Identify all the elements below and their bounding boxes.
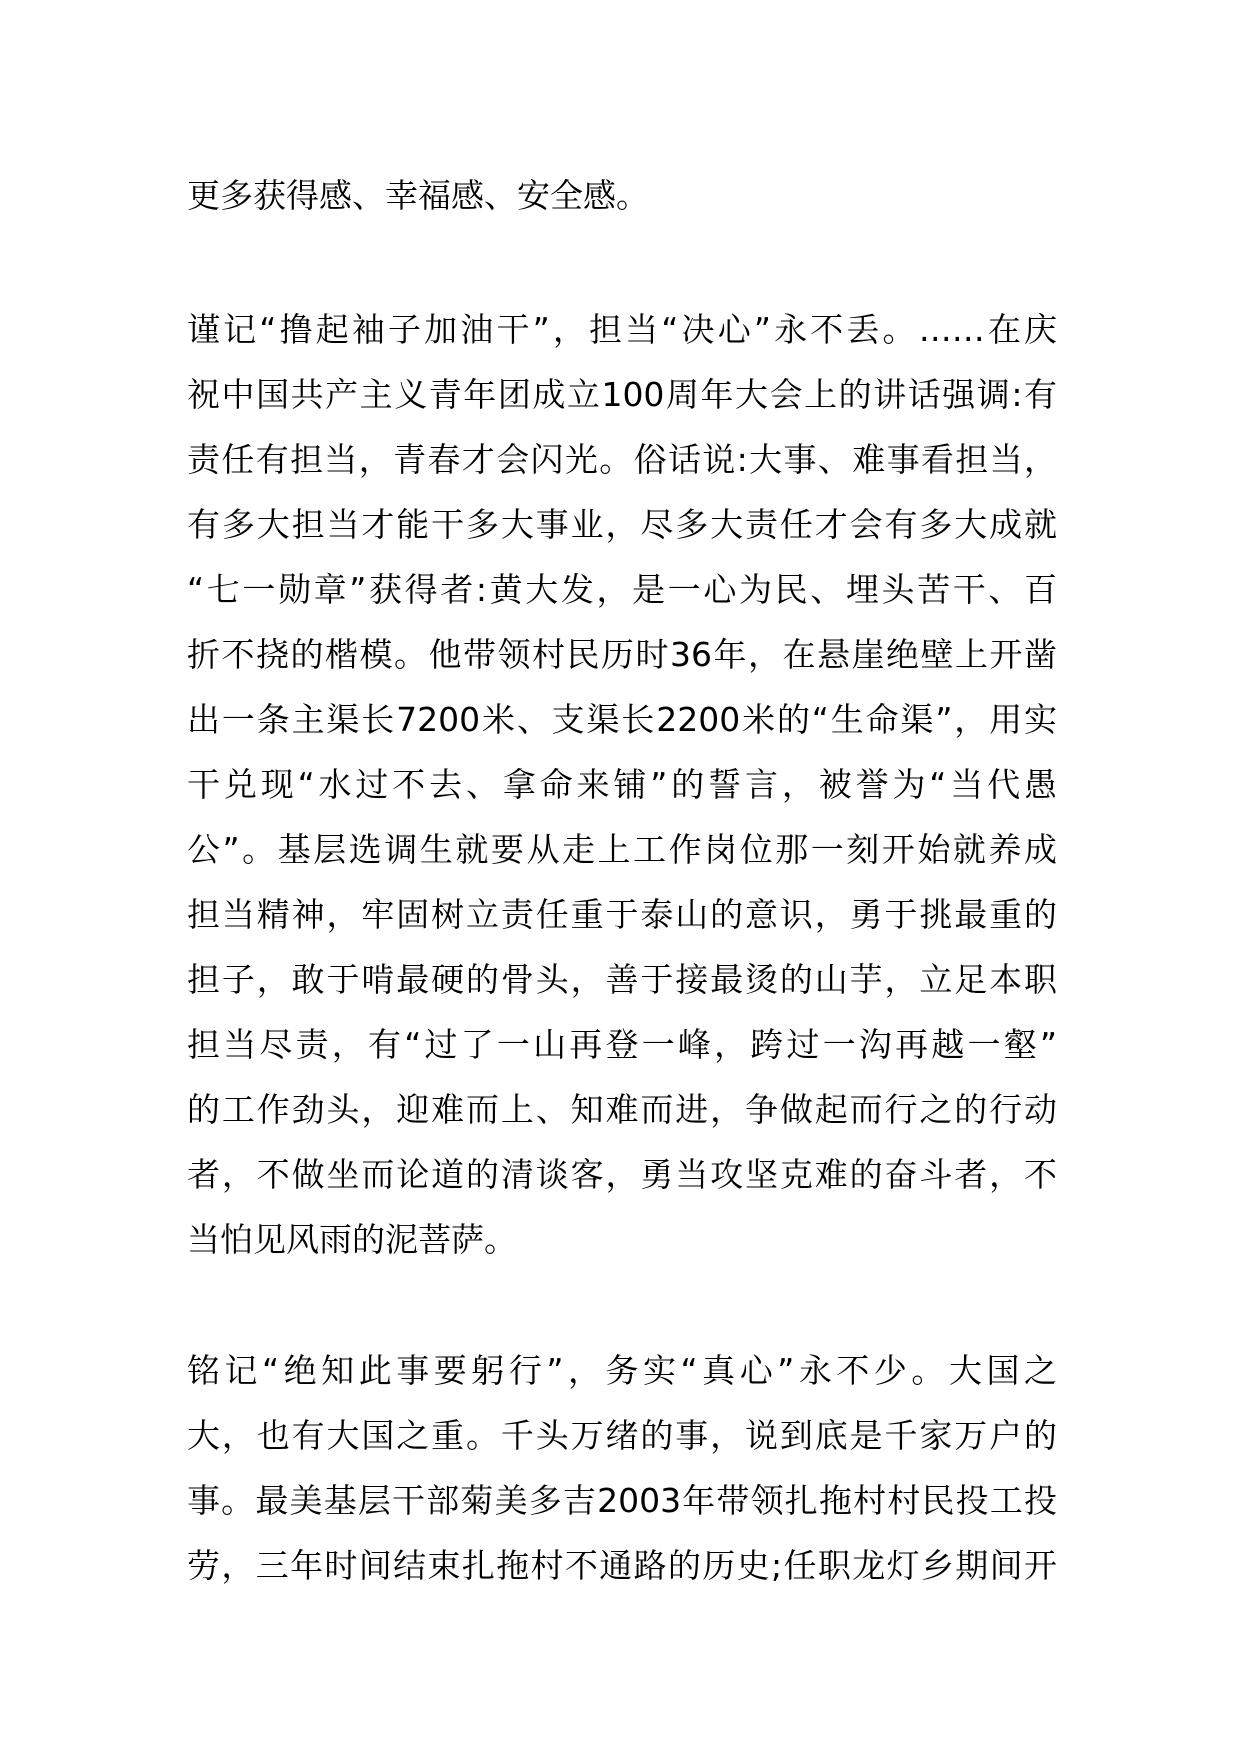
text-line: 折不挠的楷模。他带领村民历时36年，在悬崖绝壁上开凿 [187, 635, 1057, 674]
text-line: 的工作劲头，迎难而上、知难而进，争做起而行之的行动 [187, 1090, 1057, 1129]
text-line: 铭记“绝知此事要躬行”，务实“真心”永不少。大国之 [187, 1351, 1057, 1390]
paragraph-2 [187, 297, 1057, 1272]
text-line: 谨记“撸起袖子加油干”，担当“决心”永不丢。……在庆 [187, 310, 1057, 349]
text-line: 出一条主渠长7200米、支渠长2200米的“生命渠”，用实 [187, 700, 1057, 739]
text-line: 者，不做坐而论道的清谈客，勇当攻坚克难的奋斗者，不 [187, 1155, 1057, 1194]
text-line: 劳，三年时间结束扎拖村不通路的历史;任职龙灯乡期间开 [187, 1546, 1057, 1585]
text-line: 祝中国共产主义青年团成立100周年大会上的讲话强调:有 [187, 375, 1057, 414]
text-line: 大，也有大国之重。千头万绪的事，说到底是千家万户的 [187, 1416, 1057, 1455]
text-line: 更多获得感、幸福感、安全感。 [187, 176, 649, 215]
text-line: 有多大担当才能干多大事业，尽多大责任才会有多大成就 [187, 505, 1057, 544]
text-line: 责任有担当，青春才会闪光。俗话说:大事、难事看担当， [187, 440, 1057, 479]
text-line: 当怕见风雨的泥菩萨。 [187, 1220, 517, 1259]
paragraph-3 [187, 1338, 1057, 1598]
text-line: 担当尽责，有“过了一山再登一峰，跨过一沟再越一壑” [187, 1025, 1057, 1064]
text-line: 事。最美基层干部菊美多吉2003年带领扎拖村村民投工投 [187, 1481, 1057, 1520]
text-line: 担子，敢于啃最硬的骨头，善于接最烫的山芋，立足本职 [187, 960, 1057, 999]
paragraph-1 [187, 163, 1057, 228]
text-line: 担当精神，牢固树立责任重于泰山的意识，勇于挑最重的 [187, 895, 1057, 934]
text-line: “七一勋章”获得者:黄大发，是一心为民、埋头苦干、百 [187, 570, 1057, 609]
text-line: 公”。基层选调生就要从走上工作岗位那一刻开始就养成 [187, 830, 1057, 869]
text-line: 干兑现“水过不去、拿命来铺”的誓言，被誉为“当代愚 [187, 765, 1057, 804]
